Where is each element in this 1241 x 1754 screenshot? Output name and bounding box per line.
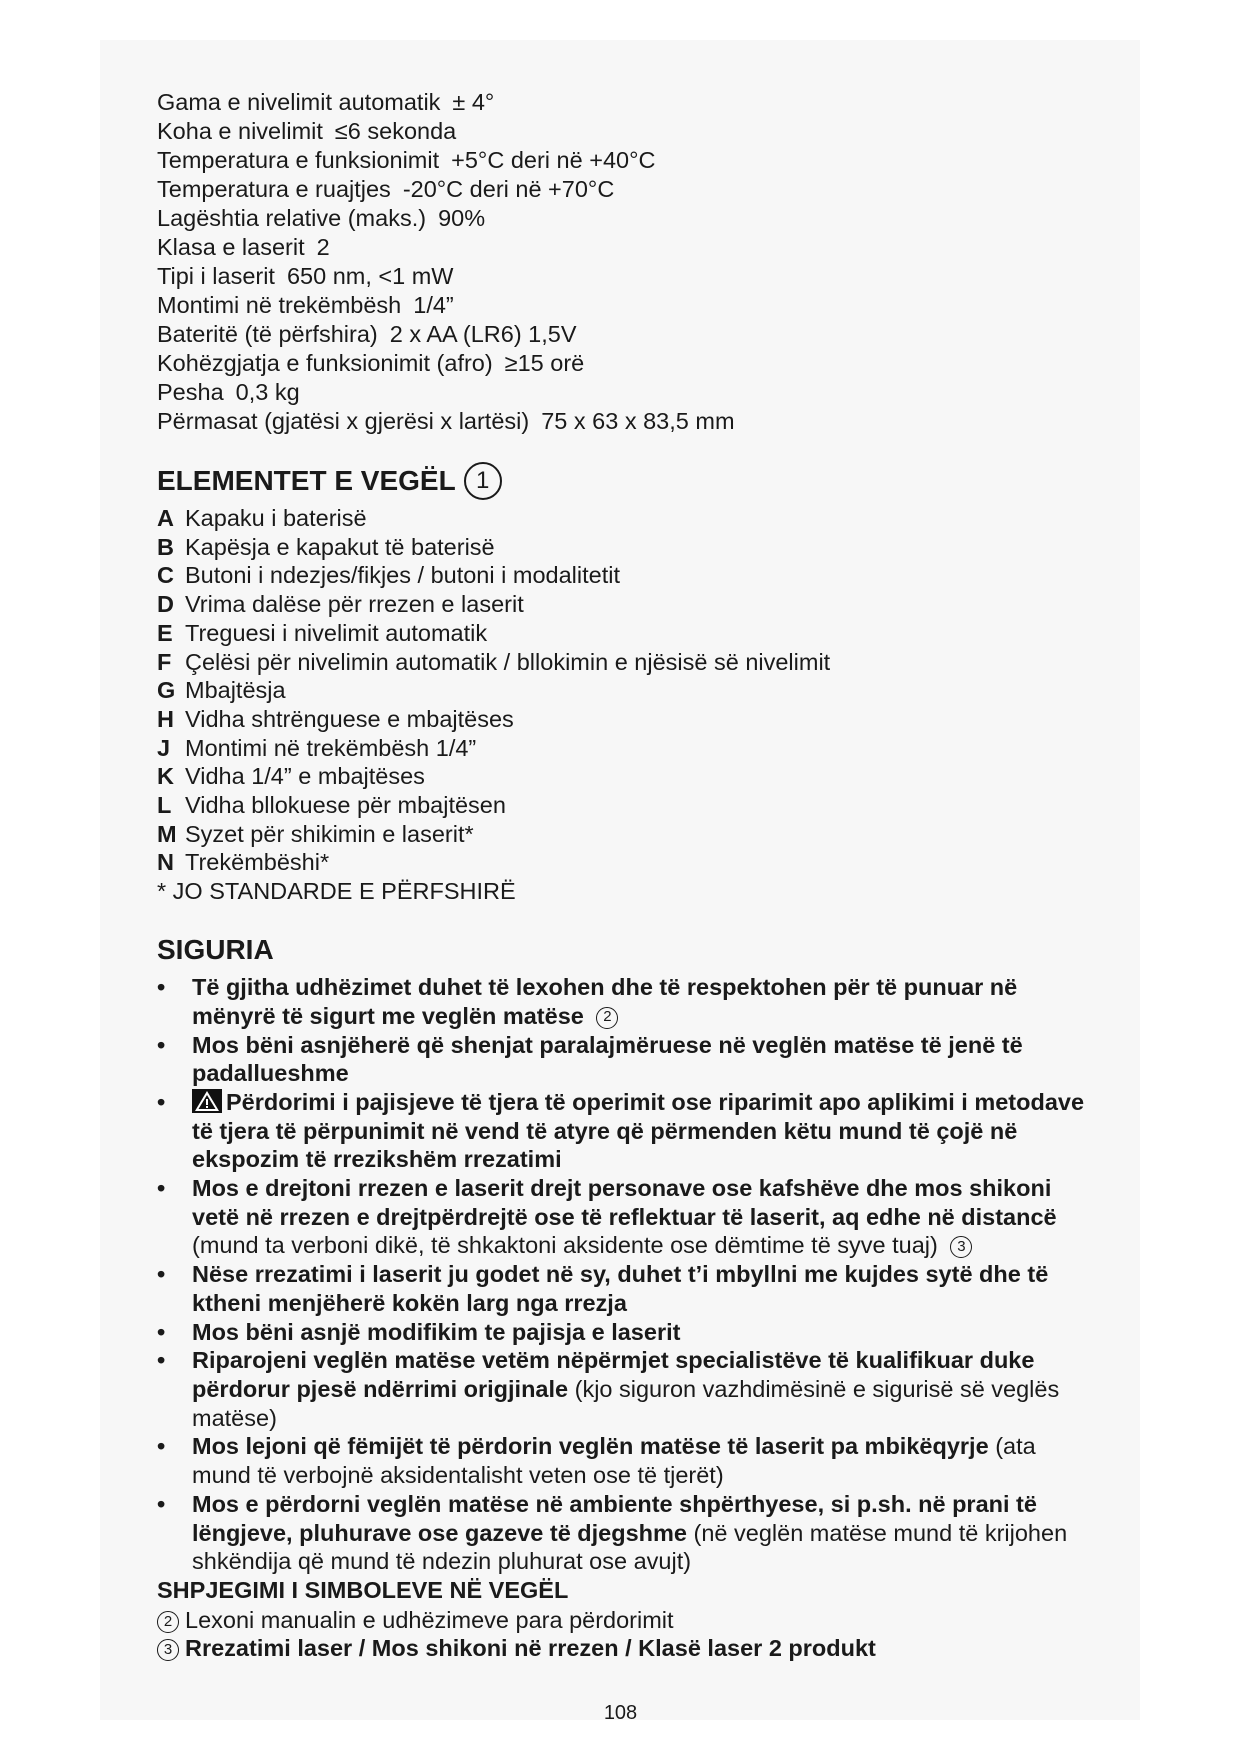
list-item: J Montimi në trekëmbësh 1/4” xyxy=(157,734,477,761)
list-item: • Riparojeni veglën matëse vetëm nëpërmjet specialistëve të kualifikuar duke përdorur pjesë ndërrimi origjinale (kjo siguron vazhdimësinë e sigurisë së veglës matëse) xyxy=(157,1346,1092,1432)
elements-heading: ELEMENTET E VEGËL 1 xyxy=(157,462,1107,500)
list-item: N Trekëmbëshi* xyxy=(157,849,330,876)
document-content xyxy=(157,88,1107,1662)
list-item: • Të gjitha udhëzimet duhet të lexohen dhe të respektohen për të punuar në mënyrë të sigurt me veglën matëse 2 xyxy=(157,973,1092,1030)
symbol-ref-badge: 3 xyxy=(157,1639,179,1661)
list-item: K Vidha 1/4” e mbajtëses xyxy=(157,763,425,790)
safety-list xyxy=(157,973,1107,1576)
list-item: E Treguesi i nivelimit automatik xyxy=(157,619,488,646)
list-item: • Mos e drejtoni rrezen e laserit drejt personave ose kafshëve dhe mos shikoni vetë në rrezen e drejtpërdrejtë ose të reflektuar të laserit, aq edhe në distancë (mund ta verboni dikë, të shkaktoni aksidente ose dëmtime të syve tuaj) 3 xyxy=(157,1174,1092,1260)
list-item: C Butoni i ndezjes/fikjes / butoni i modalitetit xyxy=(157,562,620,589)
list-item: H Vidha shtrënguese e mbajtëses xyxy=(157,705,514,732)
list-item: 3 Rrezatimi laser / Mos shikoni në rrezen / Klasë laser 2 produkt xyxy=(157,1634,1107,1662)
spec-row: Përmasat (gjatësi x gjerësi x lartësi) 75 x 63 x 83,5 mm xyxy=(157,408,735,434)
list-item: • Nëse rrezatimi i laserit ju godet në sy, duhet t’i mbyllni me kujdes sytë dhe të ktheni menjëherë kokën larg nga rrezja xyxy=(157,1260,1092,1317)
figure-ref-badge: 1 xyxy=(464,462,502,500)
spec-row: Kohëzgjatja e funksionimit (afro) ≥15 orë xyxy=(157,350,585,376)
list-item: • Mos lejoni që fëmijët të përdorin veglën matëse të laserit pa mbikëqyrje (ata mund të verbojnë aksidentalisht veten ose të tjerët) xyxy=(157,1432,1092,1489)
spec-row: Montimi në trekëmbësh 1/4” xyxy=(157,292,454,318)
list-item: D Vrima dalëse për rrezen e laserit xyxy=(157,591,524,618)
list-item: 2 Lexoni manualin e udhëzimeve para përdorimit xyxy=(157,1606,1107,1634)
spec-row: Gama e nivelimit automatik ± 4° xyxy=(157,89,495,115)
spec-row: Koha e nivelimit ≤6 sekonda xyxy=(157,118,457,144)
symbols-heading: SHPJEGIMI I SIMBOLEVE NË VEGËL xyxy=(157,1576,569,1603)
list-item: • Mos bëni asnjëherë që shenjat paralajmëruese në veglën matëse të jenë të padallueshme xyxy=(157,1031,1092,1088)
spec-row: Pesha 0,3 kg xyxy=(157,379,300,405)
page-number: 108 xyxy=(603,1702,638,1724)
safety-heading: SIGURIA xyxy=(157,934,274,966)
spec-row: Temperatura e funksionimit +5°C deri në +40°C xyxy=(157,147,656,173)
list-item: • Mos bëni asnjë modifikim te pajisja e laserit xyxy=(157,1318,1092,1347)
symbol-ref-badge: 2 xyxy=(157,1611,179,1633)
list-item: M Syzet për shikimin e laserit* xyxy=(157,820,474,847)
list-item: A Kapaku i baterisë xyxy=(157,505,367,531)
list-item: F Çelësi për nivelimin automatik / bllokimin e njësisë së nivelimit xyxy=(157,648,831,675)
symbols-list xyxy=(157,1606,1107,1662)
warning-triangle-icon xyxy=(192,1089,222,1113)
list-item: B Kapësja e kapakut të baterisë xyxy=(157,533,495,560)
list-item: G Mbajtësja xyxy=(157,677,286,704)
elements-footnote: * JO STANDARDE E PËRFSHIRË xyxy=(157,878,516,905)
spec-row: Temperatura e ruajtjes -20°C deri në +70°C xyxy=(157,176,615,202)
spec-row: Tipi i laserit 650 nm, <1 mW xyxy=(157,263,454,289)
list-item: L Vidha bllokuese për mbajtësen xyxy=(157,792,506,819)
elements-list xyxy=(157,504,1107,877)
spec-row: Lagështia relative (maks.) 90% xyxy=(157,205,486,231)
spec-row: Klasa e laserit 2 xyxy=(157,234,330,260)
symbol-ref-badge: 2 xyxy=(596,1007,618,1029)
spec-list xyxy=(157,88,1107,436)
list-item: • Përdorimi i pajisjeve të tjera të operimit ose riparimit apo aplikimi i metodave të tjera të përpunimit në vend të atyre që përmenden këtu mund të çojë në ekspozim të rrezikshëm rrezatimi xyxy=(157,1088,1092,1174)
list-item: • Mos e përdorni veglën matëse në ambiente shpërthyese, si p.sh. në prani të lëngjeve, pluhurave ose gazeve të djegshme (në veglën matëse mund të krijohen shkëndija që mund të ndezin pluhurat ose avujt) xyxy=(157,1490,1092,1576)
spec-row: Bateritë (të përfshira) 2 x AA (LR6) 1,5V xyxy=(157,321,577,347)
symbol-ref-badge: 3 xyxy=(950,1236,972,1258)
